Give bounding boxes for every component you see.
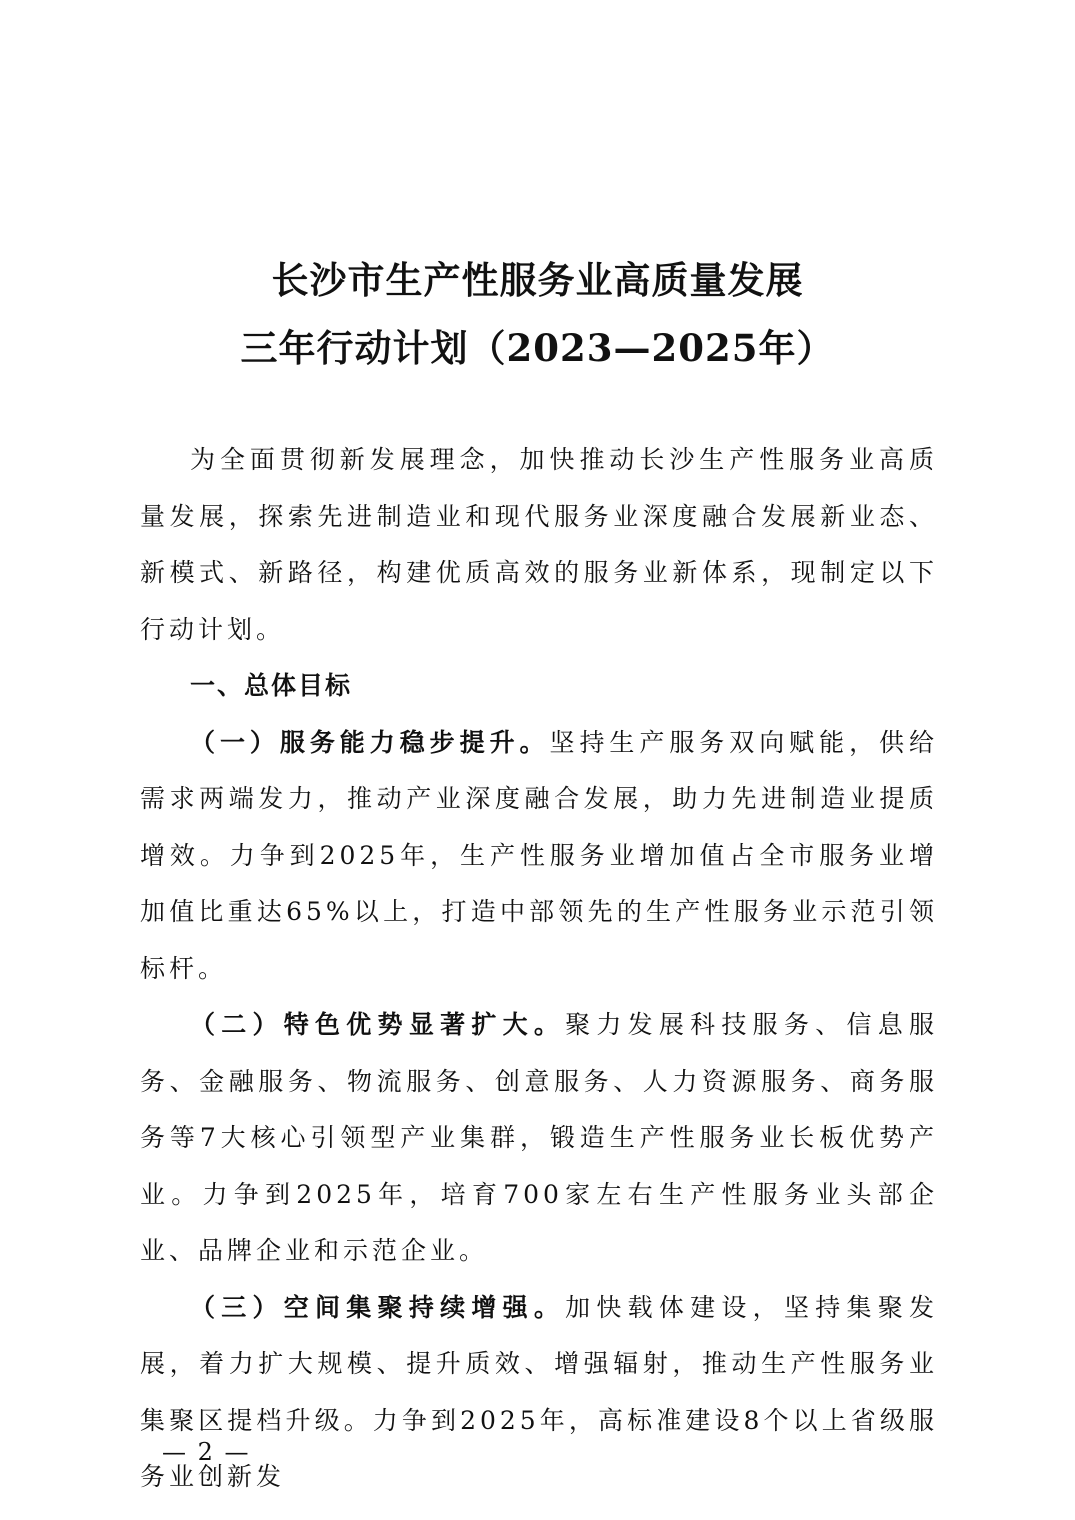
document-body [140,432,938,1506]
page-number: — 2 — [162,1438,251,1466]
section-heading: 一、总体目标 [190,671,353,700]
goal-3-text: 加快载体建设，坚持集聚发展，着力扩大规模、提升质效、增强辐射，推动生产性服务业集聚区提档升级。力争到2025年，高标准建设8个以上省级服务业创新发 [140,1292,938,1491]
document-title-line-2: 三年行动计划（2023—2025年） [240,326,835,370]
goal-2-lead: （二）特色优势显著扩大。 [190,1010,566,1039]
intro-paragraph: 为全面贯彻新发展理念，加快推动长沙生产性服务业高质量发展，探索先进制造业和现代服务业深度融合发展新业态、新模式、新路径，构建优质高效的服务业新体系，现制定以下行动计划。 [140,445,938,644]
goal-3-lead: （三）空间集聚持续增强。 [190,1292,566,1322]
goal-paragraph-3 [140,1280,938,1506]
goal-paragraph-2 [140,997,938,1280]
goal-2-text: 聚力发展科技服务、信息服务、金融服务、物流服务、创意服务、人力资源服务、商务服务等7大核心引领型产业集群，锻造生产性服务业长板优势产业。力争到2025年，培育700家左右生产性服务业头部企业、品牌企业和示范企业。 [140,1010,938,1265]
goal-1-text: 坚持生产服务双向赋能，供给需求两端发力，推动产业深度融合发展，助力先进制造业提质增效。力争到2025年，生产性服务业增加值占全市服务业增加值比重达65%以上，打造中部领先的生产性服务业示范引领标杆。 [140,727,938,983]
goal-paragraph-1 [140,715,938,998]
goal-1-lead: （一）服务能力稳步提升。 [190,727,550,757]
document-title-line-1: 长沙市生产性服务业高质量发展 [271,258,804,302]
